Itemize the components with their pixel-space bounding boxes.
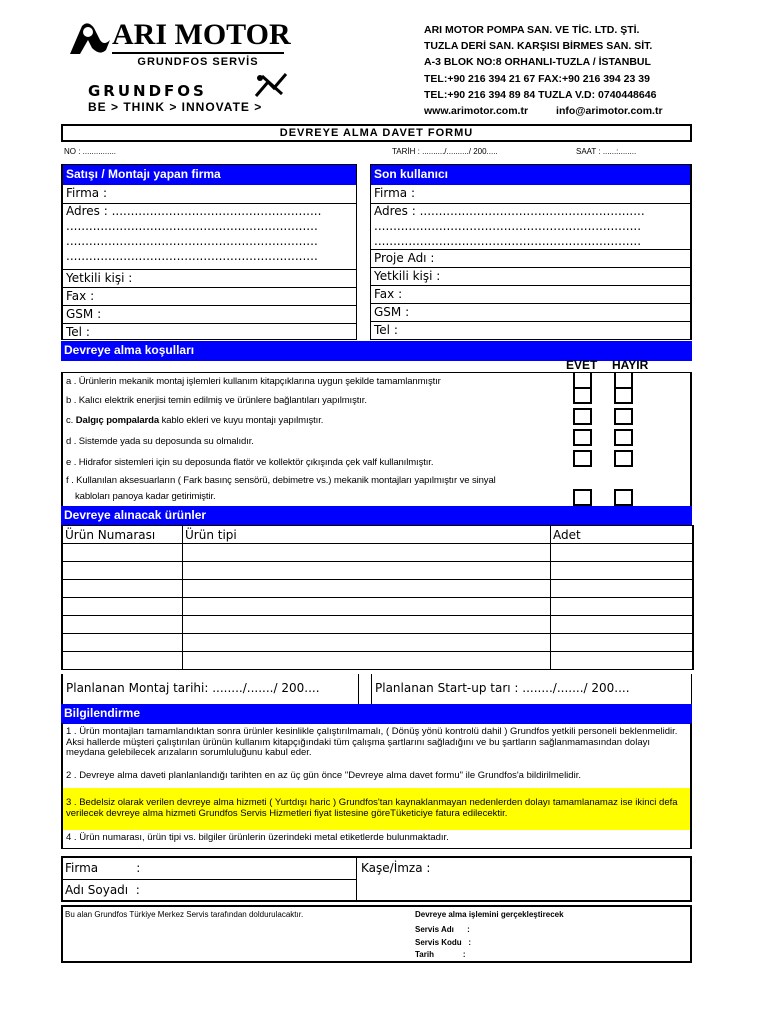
condition-c-bold: Dalgıç pompalarda	[75, 415, 160, 426]
cell-type[interactable]	[183, 562, 551, 580]
planned-dates-row	[61, 674, 692, 704]
condition-d: d . Sistemde yada su deposunda su olmalıdır.	[66, 436, 254, 447]
enduser-adres-line[interactable]: ......................................................................	[374, 234, 642, 248]
cell-no[interactable]	[63, 544, 183, 562]
seller-firma-field[interactable]: Firma :	[66, 186, 107, 200]
condition-c	[66, 415, 323, 426]
info-section	[61, 723, 692, 849]
checkbox-column-hayir	[614, 373, 633, 387]
table-row[interactable]	[63, 652, 693, 670]
products-title: Devreye alınacak ürünler	[61, 506, 692, 526]
cell-no[interactable]	[63, 616, 183, 634]
enduser-proje-field[interactable]: Proje Adı :	[371, 249, 690, 267]
table-header-row	[63, 526, 693, 544]
company-line: TEL:+90 216 394 21 67 FAX:+90 216 394 23 39	[424, 72, 650, 85]
cell-no[interactable]	[63, 652, 183, 670]
email-link[interactable]: info@arimotor.com.tr	[556, 105, 663, 118]
ari-motor-title: ARI MOTOR	[112, 18, 291, 51]
info-paragraph-1: 1 . Ürün montajları tamamlandıktan sonra ürünler kesinlikle çalıştırılmamalı, ( Dönüş yönü kontrolü dahil ) Grundfos yetkili personeli beklenmelidir. Aksi hallerde müşteri çalıştırılan ürünün kullanım kitapçığındaki tüm çalışma şartlarını sağladığını ve bu şartların sağlanmamasından dolayı meydana gelebilecek arızaların sorumluluğunu kabul eder.	[66, 726, 678, 758]
company-contact-line	[424, 103, 663, 119]
checkbox-b-hayir[interactable]	[614, 408, 633, 425]
cell-qty[interactable]	[551, 652, 693, 670]
planned-startup-field[interactable]: Planlanan Start-up tarı : ......../......./ 200....	[371, 674, 693, 704]
service-code-field[interactable]: Servis Kodu :	[415, 938, 472, 947]
seller-adres-field[interactable]: Adres : .......................................................	[63, 203, 356, 219]
condition-f: f . Kullanılan aksesuarların ( Fark basınç sensörü, debimetre vs.) mekanik montajları yapılmıştır ve sinyal	[66, 475, 496, 486]
form-title: DEVREYE ALMA DAVET FORMU	[61, 124, 692, 142]
cell-qty[interactable]	[551, 562, 693, 580]
cell-qty[interactable]	[551, 634, 693, 652]
info-paragraph-2: 2 . Devreye alma daveti planlanlandığı tarihten en az üç gün önce "Devreye alma davet formu" ile Grundfos'a bildirilmelidir.	[66, 770, 581, 781]
grundfos-man-icon	[254, 72, 288, 98]
signature-name-field[interactable]: Adı Soyadı :	[63, 880, 357, 900]
table-row[interactable]	[63, 580, 693, 598]
company-line: A-3 BLOK NO:8 ORHANLI-TUZLA / İSTANBUL	[424, 56, 651, 69]
evet-header: EVET	[566, 358, 598, 372]
signature-firma-field[interactable]: Firma :	[63, 858, 357, 880]
checkbox-a-hayir[interactable]	[614, 387, 633, 404]
seller-tel-field[interactable]: Tel :	[63, 323, 356, 341]
grundfos-tagline: BE > THINK > INNOVATE >	[88, 100, 263, 114]
enduser-title: Son kullanıcı	[371, 165, 690, 185]
divider	[112, 52, 284, 54]
cell-type[interactable]	[183, 580, 551, 598]
table-row[interactable]	[63, 634, 693, 652]
enduser-tel-field[interactable]: Tel :	[371, 321, 690, 339]
seller-adres-line[interactable]: ..................................................................	[66, 249, 318, 263]
form-time-field[interactable]: SAAT : ......:........	[576, 147, 637, 156]
planned-montaj-field[interactable]: Planlanan Montaj tarihi: ......../......./ 200....	[63, 674, 359, 704]
checkbox-c-evet[interactable]	[573, 429, 592, 446]
checkbox-f-evet[interactable]	[573, 489, 592, 506]
col-urun-tipi: Ürün tipi	[183, 526, 551, 544]
condition-f-cont: kabloları panoya kadar getirimiştir.	[75, 491, 216, 502]
checkbox-d-evet[interactable]	[573, 450, 592, 467]
checkbox-d-hayir[interactable]	[614, 450, 633, 467]
signature-stamp-field[interactable]: Kaşe/İmza :	[361, 861, 431, 875]
website-link[interactable]: www.arimotor.com.tr	[424, 105, 529, 118]
cell-qty[interactable]	[551, 580, 693, 598]
cell-no[interactable]	[63, 562, 183, 580]
checkbox-b-evet[interactable]	[573, 408, 592, 425]
service-note: Bu alan Grundfos Türkiye Merkez Servis tarafından doldurulacaktır.	[65, 910, 304, 919]
grundfos-logo-text: GRUNDFOS	[88, 82, 207, 100]
cell-qty[interactable]	[551, 544, 693, 562]
service-heading: Devreye alma işlemini gerçekleştirecek	[415, 910, 564, 919]
enduser-adres-field[interactable]: Adres : ...........................................................	[371, 203, 690, 219]
service-date-field[interactable]: Tarih :	[415, 950, 466, 959]
enduser-section	[370, 164, 692, 340]
table-row[interactable]	[63, 562, 693, 580]
company-line: TUZLA DERİ SAN. KARŞISI BİRMES SAN. SİT.	[424, 40, 653, 53]
cell-type[interactable]	[183, 634, 551, 652]
company-address	[424, 22, 663, 119]
table-row[interactable]	[63, 544, 693, 562]
table-row[interactable]	[63, 598, 693, 616]
condition-e: e . Hidrafor sistemleri için su deposunda flatör ve kollektör çıkışında çek valf kullanılmıştır.	[66, 457, 434, 468]
info-paragraph-3: 3 . Bedelsiz olarak verilen devreye alma hizmeti ( Yurtdışı haric ) Grundfos'tan kaynaklanmayan nedenlerden dolayı tamamlanamaz ise ikinci defa verilecek devreye alma hizmeti Grundfos Servis Hizmetleri fiyat listesine göreTüketiciye fatura edilecektir.	[66, 797, 678, 819]
condition-b: b . Kalıcı elektrik enerjisi temin edilmiş ve ürünlere bağlantıları yapılmıştır.	[66, 395, 367, 406]
enduser-fax-field[interactable]: Fax :	[371, 285, 690, 303]
conditions-title: Devreye alma koşulları	[61, 341, 692, 361]
enduser-adres-line[interactable]: ......................................................................	[374, 219, 642, 233]
condition-c-rest: kablo ekleri ve kuyu montajı yapılmıştır.	[161, 415, 324, 426]
conditions-section	[61, 372, 692, 506]
seller-adres-line[interactable]: ..................................................................	[66, 219, 318, 233]
condition-a: a . Ürünlerin mekanik montaj işlemleri kullanım kitapçıklarına uygun şekilde tamamlanmıştır	[66, 376, 441, 387]
form-date-field[interactable]: TARİH : ........../........../ 200.....	[392, 147, 498, 156]
col-adet: Adet	[551, 526, 693, 544]
col-urun-numarasi: Ürün Numarası	[63, 526, 183, 544]
ari-motor-subtitle: GRUNDFOS SERVİS	[137, 56, 259, 68]
checkbox-a-evet[interactable]	[573, 387, 592, 404]
seller-gsm-field[interactable]: GSM :	[63, 305, 356, 323]
hayir-header: HAYIR	[612, 358, 649, 372]
info-highlight	[63, 788, 690, 830]
cell-qty[interactable]	[551, 616, 693, 634]
checkbox-f-hayir[interactable]	[614, 489, 633, 506]
cell-type[interactable]	[183, 544, 551, 562]
cell-no[interactable]	[63, 580, 183, 598]
seller-title: Satışı / Montajı yapan firma	[63, 165, 356, 185]
seller-section	[61, 164, 357, 340]
table-row[interactable]	[63, 616, 693, 634]
signature-section	[61, 856, 692, 902]
enduser-yetkili-field[interactable]: Yetkili kişi :	[371, 267, 690, 285]
info-paragraph-4: 4 . Ürün numarası, ürün tipi vs. bilgiler ürünlerin üzerindeki metal etiketlerde bulunmaktadır.	[66, 832, 449, 843]
company-line: ARI MOTOR POMPA SAN. VE TİC. LTD. ŞTİ.	[424, 24, 640, 36]
cell-no[interactable]	[63, 598, 183, 616]
seller-yetkili-field[interactable]: Yetkili kişi :	[63, 269, 356, 287]
seller-fax-field[interactable]: Fax :	[63, 287, 356, 305]
enduser-firma-field[interactable]: Firma :	[374, 186, 415, 200]
cell-type[interactable]	[183, 598, 551, 616]
info-title: Bilgilendirme	[61, 704, 692, 724]
products-table	[61, 525, 694, 670]
cell-qty[interactable]	[551, 598, 693, 616]
enduser-gsm-field[interactable]: GSM :	[371, 303, 690, 321]
company-line: TEL:+90 216 394 89 84 TUZLA V.D: 0740448646	[424, 88, 657, 101]
form-no-field[interactable]: NO : ...............	[64, 147, 117, 156]
cell-type[interactable]	[183, 616, 551, 634]
checkbox-c-hayir[interactable]	[614, 429, 633, 446]
condition-c-prefix: c.	[66, 415, 74, 426]
ari-motor-logo-icon	[66, 20, 112, 58]
cell-no[interactable]	[63, 634, 183, 652]
checkbox-column-evet	[573, 373, 592, 387]
service-section	[61, 905, 692, 963]
service-name-field[interactable]: Servis Adı :	[415, 925, 470, 934]
seller-adres-line[interactable]: ..................................................................	[66, 234, 318, 248]
cell-type[interactable]	[183, 652, 551, 670]
